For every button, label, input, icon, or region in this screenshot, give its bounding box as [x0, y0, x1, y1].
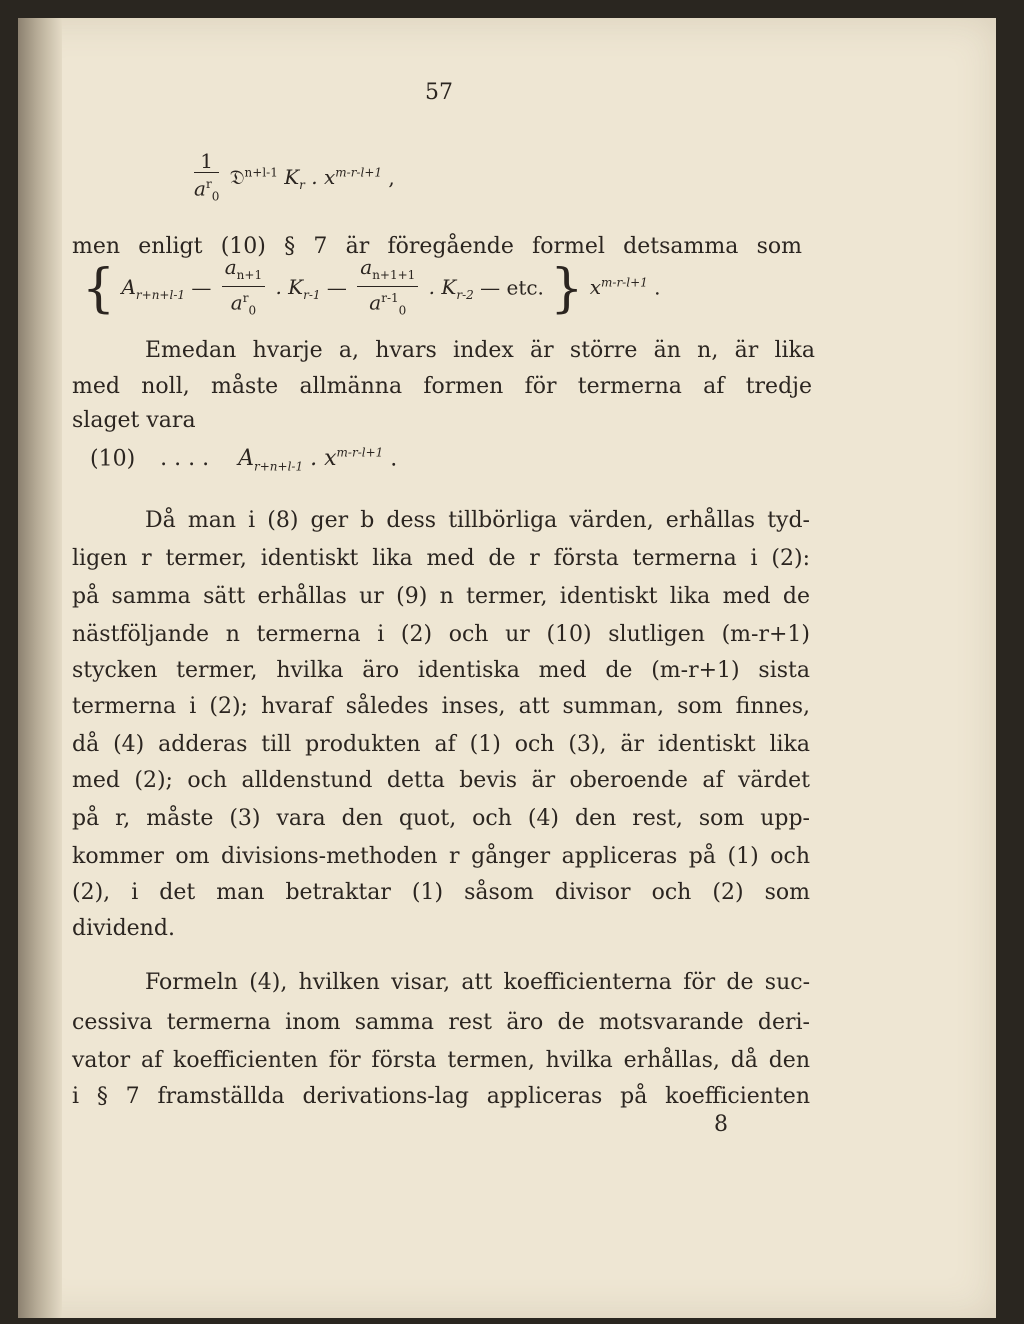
para1-line-1: Emedan hvarje a, hvars index är större än n, är lika — [145, 338, 815, 363]
formula-3 — [90, 446, 397, 474]
para2-line-7: då (4) adderas till produkten af (1) och (3), är identiskt lika — [72, 732, 810, 757]
formula-3-tail: . — [390, 446, 398, 472]
formula-1-denominator: $a^r_0$ — [194, 176, 220, 204]
para2-line-4: nästföljande n termerna i (2) och ur (10) slutligen (m-r+1) — [72, 622, 810, 647]
formula-2-K1: . $K_{r-1}$ — [275, 275, 321, 303]
formula-2-minus-2: — — [326, 275, 347, 300]
formula-2-x: $x^{m-r-l+1}$ — [589, 275, 648, 300]
para2-line-5: stycken termer, hvilka äro identiska med de (m-r+1) sista — [72, 658, 810, 683]
page-gutter — [18, 18, 62, 1318]
para3-line-3: vator af koefficienten för första termen, hvilka erhållas, då den — [72, 1048, 810, 1073]
para2-line-12: dividend. — [72, 916, 175, 941]
formula-1-fraction — [194, 150, 219, 208]
para2-line-6: termerna i (2); hvaraf således inses, att summan, som finnes, — [72, 694, 810, 719]
para3-line-1: Formeln (4), hvilken visar, att koefficienterna för de suc- — [145, 970, 810, 995]
formula-2-fraction-2: $\frac{a_{n+1+1}}{a^{r-1}_0}$ — [357, 256, 418, 322]
para1-line-2: med noll, måste allmänna formen för termerna af tredje — [72, 374, 812, 399]
formula-2-fraction-1: $\frac{a_{n+1}}{a^r_0}$ — [222, 256, 265, 322]
formula-2-open-brace: { — [82, 258, 116, 319]
para3-line-4: i § 7 framställda derivations-lag appliceras på koefficienten — [72, 1084, 810, 1109]
formula-2-close-brace: } — [550, 258, 584, 319]
formula-1-numerator: 1 — [194, 150, 219, 173]
page-number: 57 — [425, 80, 453, 105]
formula-2 — [82, 256, 661, 322]
formula-1-operator: 𝔇$^{n+l-1}$ — [229, 165, 278, 190]
formula-2-A: $A_{r+n+l-1}$ — [121, 275, 186, 303]
para2-line-2: ligen r termer, identiskt lika med de r första termerna i (2): — [72, 546, 810, 571]
para2-line-1: Då man i (8) ger b dess tillbörliga värden, erhållas tyd- — [145, 508, 810, 533]
formula-3-x: . $x^{m-r-l+1}$ — [310, 446, 384, 472]
para2-line-3: på samma sätt erhållas ur (9) n termer, identiskt lika med de — [72, 584, 810, 609]
para2-line-9: på r, måste (3) vara den quot, och (4) den rest, som upp- — [72, 806, 810, 831]
para3-line-2: cessiva termerna inom samma rest äro de motsvarande deri- — [72, 1010, 810, 1035]
signature-mark: 8 — [714, 1112, 728, 1137]
formula-1 — [190, 150, 395, 208]
formula-3-dots: . . . . — [160, 446, 210, 472]
formula-2-minus-1: — — [191, 275, 212, 300]
formula-2-K2: . $K_{r-2}$ — [428, 275, 474, 303]
formula-3-A: $A_{r+n+l-1}$ — [238, 446, 304, 474]
para2-line-8: med (2); och alldenstund detta bevis är oberoende af värdet — [72, 768, 810, 793]
formula-2-etc: — etc. — [480, 275, 544, 300]
para2-line-10: kommer om divisions-methoden r gånger appliceras på (1) och — [72, 844, 810, 869]
text-line-men: men enligt (10) § 7 är föregående formel detsamma som — [72, 234, 802, 259]
para2-line-11: (2), i det man betraktar (1) såsom divisor och (2) som — [72, 880, 810, 905]
formula-1-tail: , — [388, 165, 395, 190]
para1-line-3: slaget vara — [72, 408, 196, 433]
formula-3-label: (10) — [90, 446, 136, 472]
formula-2-tail: . — [654, 275, 661, 300]
formula-1-x: . $x^{m-r-l+1}$ — [311, 165, 383, 190]
formula-1-K: $K_r$ — [284, 165, 305, 193]
